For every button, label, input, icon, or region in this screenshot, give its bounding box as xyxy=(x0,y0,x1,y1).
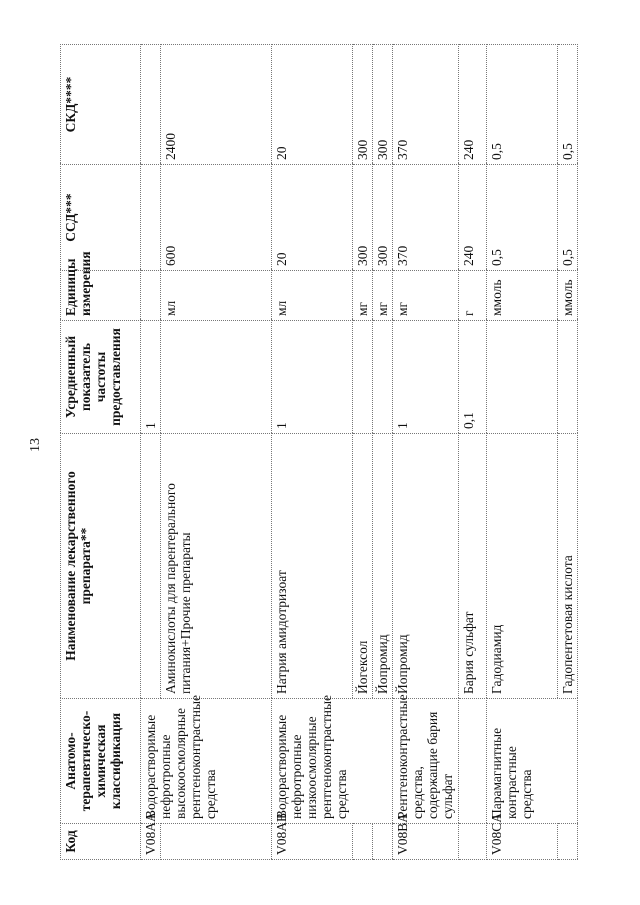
table-row xyxy=(141,45,161,860)
cell-skd: 0,5 xyxy=(487,45,558,165)
cell-ssd xyxy=(141,165,161,271)
cell-code: V08CA xyxy=(487,824,558,860)
cell-frequency xyxy=(352,321,372,434)
cell-frequency xyxy=(372,321,392,434)
cell-units: ммоль xyxy=(557,271,577,321)
table-header-row xyxy=(61,45,141,860)
cell-drug: Гадодиамид xyxy=(487,434,558,699)
cell-skd: 0,5 xyxy=(557,45,577,165)
cell-units: мг xyxy=(372,271,392,321)
header-drug: Наименование лекарственного препарата** xyxy=(61,434,141,699)
cell-units: мл xyxy=(161,271,272,321)
cell-frequency: 0,1 xyxy=(459,321,487,434)
cell-code: V08BA xyxy=(393,824,459,860)
header-code: Код xyxy=(61,824,141,860)
cell-code xyxy=(459,824,487,860)
cell-drug: Натрия амидотризоат xyxy=(272,434,353,699)
cell-skd: 300 xyxy=(372,45,392,165)
cell-atc: Парамагнитные контрастные средства xyxy=(487,699,578,824)
cell-units: мг xyxy=(352,271,372,321)
cell-atc: Водорастворимые нефротропные высокоосмолярные рентгеноконтрастные средства xyxy=(141,699,272,824)
cell-units: мл xyxy=(272,271,353,321)
cell-frequency xyxy=(557,321,577,434)
rotated-page-content xyxy=(60,45,578,860)
header-units: Единицы измерения xyxy=(61,271,141,321)
cell-ssd: 300 xyxy=(372,165,392,271)
cell-drug: Аминокислоты для парентерального питания+Прочие препараты xyxy=(161,434,272,699)
cell-frequency: 1 xyxy=(141,321,161,434)
cell-skd: 240 xyxy=(459,45,487,165)
cell-drug: Бария сульфат xyxy=(459,434,487,699)
table-row xyxy=(272,45,353,860)
cell-skd xyxy=(141,45,161,165)
cell-code: V08AB xyxy=(272,824,353,860)
header-ssd: ССД*** xyxy=(61,165,141,271)
cell-frequency xyxy=(487,321,558,434)
cell-ssd: 20 xyxy=(272,165,353,271)
page-number: 13 xyxy=(28,438,43,452)
cell-frequency xyxy=(161,321,272,434)
cell-code: V08AA xyxy=(141,824,161,860)
cell-drug: Йопромид xyxy=(372,434,392,699)
cell-ssd: 240 xyxy=(459,165,487,271)
cell-units xyxy=(141,271,161,321)
cell-drug: Гадопентетовая кислота xyxy=(557,434,577,699)
cell-units: мг xyxy=(393,271,459,321)
cell-skd: 2400 xyxy=(161,45,272,165)
cell-frequency: 1 xyxy=(272,321,353,434)
table-row xyxy=(459,45,487,860)
cell-code xyxy=(161,824,272,860)
cell-ssd: 0,5 xyxy=(557,165,577,271)
cell-ssd: 0,5 xyxy=(487,165,558,271)
cell-units: г xyxy=(459,271,487,321)
cell-units: ммоль xyxy=(487,271,558,321)
cell-frequency: 1 xyxy=(393,321,459,434)
cell-ssd: 600 xyxy=(161,165,272,271)
table-row xyxy=(393,45,459,860)
cell-ssd: 370 xyxy=(393,165,459,271)
header-skd: СКД**** xyxy=(61,45,141,165)
cell-drug: Йопромид xyxy=(393,434,459,699)
cell-drug: Йогексол xyxy=(352,434,372,699)
cell-code xyxy=(372,824,392,860)
table-row xyxy=(487,45,558,860)
cell-code xyxy=(352,824,372,860)
cell-atc: Водорастворимые нефротропные низкоосмолярные рентгеноконтрастные средства xyxy=(272,699,393,824)
cell-code xyxy=(557,824,577,860)
cell-skd: 370 xyxy=(393,45,459,165)
cell-atc xyxy=(459,699,487,824)
cell-ssd: 300 xyxy=(352,165,372,271)
cell-drug xyxy=(141,434,161,699)
cell-skd: 20 xyxy=(272,45,353,165)
cell-skd: 300 xyxy=(352,45,372,165)
header-atc: Анатомо-терапевтическо-химическая классификация xyxy=(61,699,141,824)
cell-atc: Рентгеноконтрастные средства, содержащие бария сульфат xyxy=(393,699,459,824)
drug-table xyxy=(60,44,578,860)
header-frequency: Усредненный показатель частоты предоставления xyxy=(61,321,141,434)
